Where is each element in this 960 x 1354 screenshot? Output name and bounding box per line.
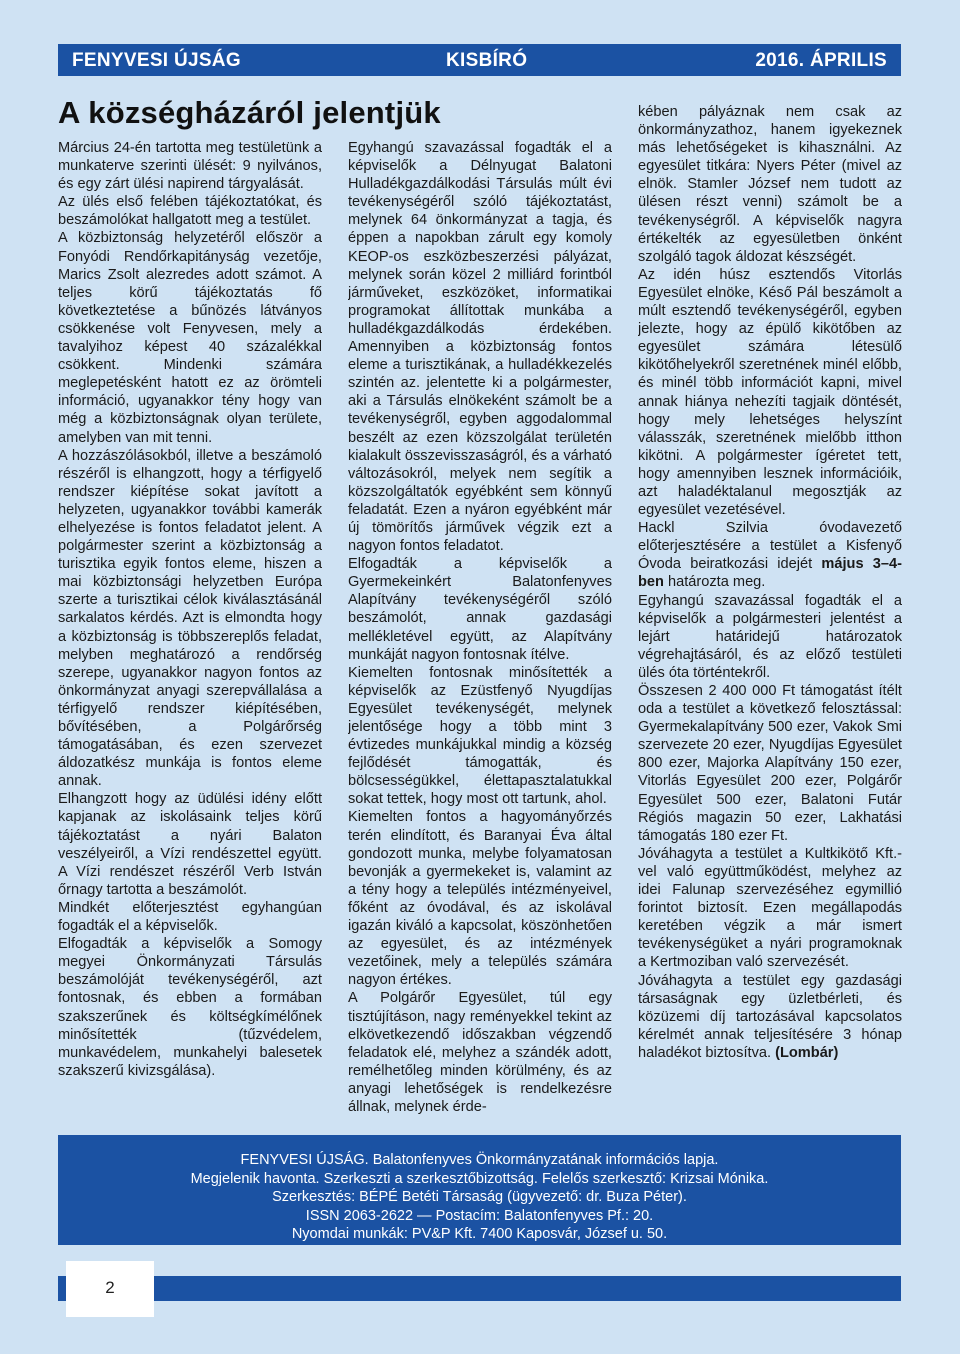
paragraph: Elfogadták a képviselők a Somogy megyei Önkormányzati Társulás beszámolóját tevékenységéről, azt fontosnak, és ebben a formában szakszerűnek és költségkímélőnek minősítették (tűzvédelem, munkavédelem, munkahelyi balesetek szakszerű kivizsgálása). — [58, 936, 322, 1079]
imprint-line: ISSN 2063-2622 — Postacím: Balatonfenyves Pf.: 20. — [305, 1207, 654, 1224]
header-publication-name: FENYVESI ÚJSÁG — [72, 50, 241, 71]
imprint-line: Megjelenik havonta. Szerkeszti a szerkesztőbizottság. Felelős szerkesztő: Krizsai Mónika. — [190, 1170, 769, 1187]
paragraph: Jóváhagyta a testület a Kultkikötő Kft.-vel való együttműködést, melyhez az idei Falunap szervezéséhez egymillió forintot biztosít. Ezen megállapodás keretében végzik a már ismert tevékenységüket a nyári programoknak a Kertmoziban való szervezését. — [638, 845, 902, 971]
paragraph: Az idén húsz esztendős Vitorlás Egyesület elnöke, Késő Pál beszámolt a múlt esztendő tevékenységéről, egyben jelezte, hogy az épülő kikötőben az egyesület számára létesülő kikötőhelyekről szeretnének minél előbb, és minél több információt kapni, mivel annak hiánya nehezíti tagjaik döntését, hogy mely lehetséges helyszínt válasszák, szeretnének mielőbb itthon kikötni. A polgármester ígéretet tett, hogy amennyiben lesznek információik, azt haladéktalanul megosztják az egyesület vezetésével. — [638, 266, 902, 519]
paragraph: A Polgárőr Egyesület, túl egy tisztújításon, nagy reményekkel tekint az elkövetkezendő időszakban végzendő feladatok elé, melyhez a szándék adott, remélhetőleg minden körülmény, és az anyagi lehetőségek is rendelkezésre állnak, melynek érde- — [348, 990, 612, 1115]
paragraph: A hozzászólásokból, illetve a beszámoló részéről is elhangzott, hogy a térfigyelő rendszer kiépítése sokat javított a helyzeten, ugyanakkor további kamerák elhelyezése is fontos feladatot jelent. A polgármester szerint a közbiztonság a turisztika egyik fontos eleme, hiszen a mai közbiztonsági helyzetben Európa szerte a turisztikai célok kiválasztásánál sarkalatos kérdés. Azt is elmondta hogy a közbiztonság is többszereplős feladat, melyben meghatározó a rendőrség szerepe, ugyanakkor nagyon fontos az önkormányzat anyagi szerepvállalása a térfigyelő rendszer kiépítésében, bővítésében, a Polgárőrség támogatásában, és ezen szervezet áldozatkész munkája is fontos eleme annak. — [58, 447, 322, 790]
paragraph: Egyhangú szavazással fogadták el a képviselők a Délnyugat Balatoni Hulladékgazdálkodási Társulás múlt évi tevékenységéről szóló tájékoztatást, melynek 64 önkormányzat a tagja, és éppen a napokban zárult egy komoly KEOP-os eszközbeszerzési pályázat, melynek során közel 2 milliárd forintból járműveket, eszközöket, informatikai programokat állítottak munkába a hulladékgazdálkodás érdekében. Amennyiben a közbiztonság fontos eleme a turisztikának, a hulladékkezelés szintén az. jelentette ki a polgármester, aki a Társulás elnökeként számolt be a tevékenységről, egyben aggodalommal beszélt az ezen közszolgálat területén kialakult összevisszaságról, és a várható változásokról, melyek nem segítik a közszolgáltatók egyébként sem könnyű feladatát. Ezen a nyáron egyébként már új tömörítős járművek végzik ezt a nagyon fontos feladatot. — [348, 140, 612, 555]
paragraph — [638, 519, 902, 591]
paragraph: kében pályáznak nem csak az önkormányzathoz, hanem igyekeznek más lehetőségeket is kihasználni. Az egyesület titkára: Nyers Péter (mivel az elnök. Stamler József nem tudott az ülésen részt venni) számolt be a tevékenységről. A képviselők nagyra értékelték az egyesületben önként szolgáló tagok áldozat készségét. — [638, 104, 902, 265]
imprint-line: Nyomdai munkák: PV&P Kft. 7400 Kaposvár, József u. 50. — [291, 1226, 668, 1243]
text-run: Hackl Szilvia óvodavezető előterjesztésére a testület a Kisfenyő Óvoda beiratkozási idejét — [638, 520, 902, 573]
text-run: Jóváhagyta a testület egy gazdasági társaságnak egy üzletbérleti, és közüzemi díj tartozásával kapcsolatos kérelmét annak teljesítésére 3 hónap haladékot biztosítva. — [638, 972, 902, 1061]
paragraph: Kiemelten fontosnak minősítették a képviselők az Ezüstfenyő Nyugdíjas Egyesület tevékenységét, melynek jelentősége hogy a több mint 3 évtizedes munkájukkal mindig a község fejlődését támogatták, és bölcsességükkel, élettapasztalatukkal sokat tettek, hogy most ott tartunk, ahol. — [348, 664, 612, 808]
header-issue-date: 2016. ÁPRILIS — [755, 50, 887, 71]
paragraph: Mindkét előterjesztést egyhangúan fogadták el a képviselők. — [58, 899, 322, 935]
paragraph — [638, 972, 902, 1062]
imprint-box — [58, 1135, 901, 1245]
paragraph: Egyhangú szavazással fogadták el a képviselők a polgármesteri jelentést a lejárt határidejű határozatok végrehajtásáról, és az előző testületi ülés óta történtekről. — [638, 592, 902, 681]
paragraph: Elhangzott hogy az üdülési idény előtt kapjanak az iskolásaink teljes körű tájékoztatást a nyári Balaton veszélyeiről, a Vízi rendészettel együtt. A Vízi rendészet részéről Verb István őrnagy tartotta a beszámolót. — [58, 791, 322, 898]
paragraph: A közbiztonság helyzetéről először a Fonyódi Rendőrkapitányság vezetője, Marics Zsolt alezredes adott számot. A teljes körű tájékoztatás fő következtetése a bűnözés látványos csökkenése volt Fenyvesen, mely a tavalyihoz képest 40 százalékkal csökkent. Mindenki számára meglepetésként hatott ez az örömteli információ, ugyanakkor tény hogy van még a közbiztonságnak olyan területe, amelyben van mit tenni. — [58, 230, 322, 446]
article-title: A községházáról jelentjük — [58, 95, 441, 130]
author-signature: (Lombár) — [775, 1044, 839, 1061]
imprint-line: Szerkesztés: BÉPÉ Betéti Társaság (ügyvezető: dr. Buza Péter). — [272, 1189, 687, 1206]
header-section-name: KISBÍRÓ — [446, 50, 528, 71]
text-run: határozta meg. — [663, 574, 766, 591]
enrollment-dates: május 3–4-ben — [638, 556, 902, 591]
header-bar — [58, 44, 901, 76]
imprint-line: FENYVESI ÚJSÁG. Balatonfenyves Önkormányzatának információs lapja. — [240, 1152, 719, 1168]
paragraph: Összesen 2 400 000 Ft támogatást ítélt oda a testület a következő felosztással: Gyermekalapítvány 500 ezer, Vakok Smi szervezete 20 ezer, Nyugdíjas Egyesület 800 ezer, Majorka Alapítvány 150 ezer, Vitorlás Egyesület 200 ezer, Polgárőr Egyesület 500 ezer, Balatoni Futár Régiós magazin 50 ezer, Lakhatási támogatás 180 ezer Ft. — [638, 683, 902, 844]
paragraph: Elfogadták a képviselők a Gyermekeinkért Balatonfenyves Alapítvány tevékenységéről szóló beszámolót, annak gazdasági mellékletével együtt, az Alapítvány munkáját nagyon fontosnak ítélve. — [348, 556, 612, 663]
article-column-2 — [348, 139, 612, 1129]
paragraph: Az ülés első felében tájékoztatókat, és beszámolókat hallgatott meg a testület. — [58, 194, 322, 229]
paragraph: Kiemelten fontos a hagyományőrzés terén elindított, és Baranyai Éva által gondozott munka, melybe folyamatosan bevonják a gyermekeket is, valamint az a tény hogy a település intézményeivel, főként az óvodával, és az iskolával igazán kiváló a kapcsolat, köszönhetően az egyesület, és az intézmények vezetőinek, mely a település számára nagyon értékes. — [348, 809, 612, 989]
page-number-bar — [58, 1276, 901, 1301]
article-column-3 — [638, 103, 902, 1129]
page-number: 2 — [105, 1278, 115, 1297]
paragraph: Március 24-én tartotta meg testületünk a munkaterve szerinti ülését: 9 nyilvános, és egy zárt ülési napirend tárgyalását. — [58, 140, 322, 193]
article-column-1 — [58, 139, 322, 1129]
